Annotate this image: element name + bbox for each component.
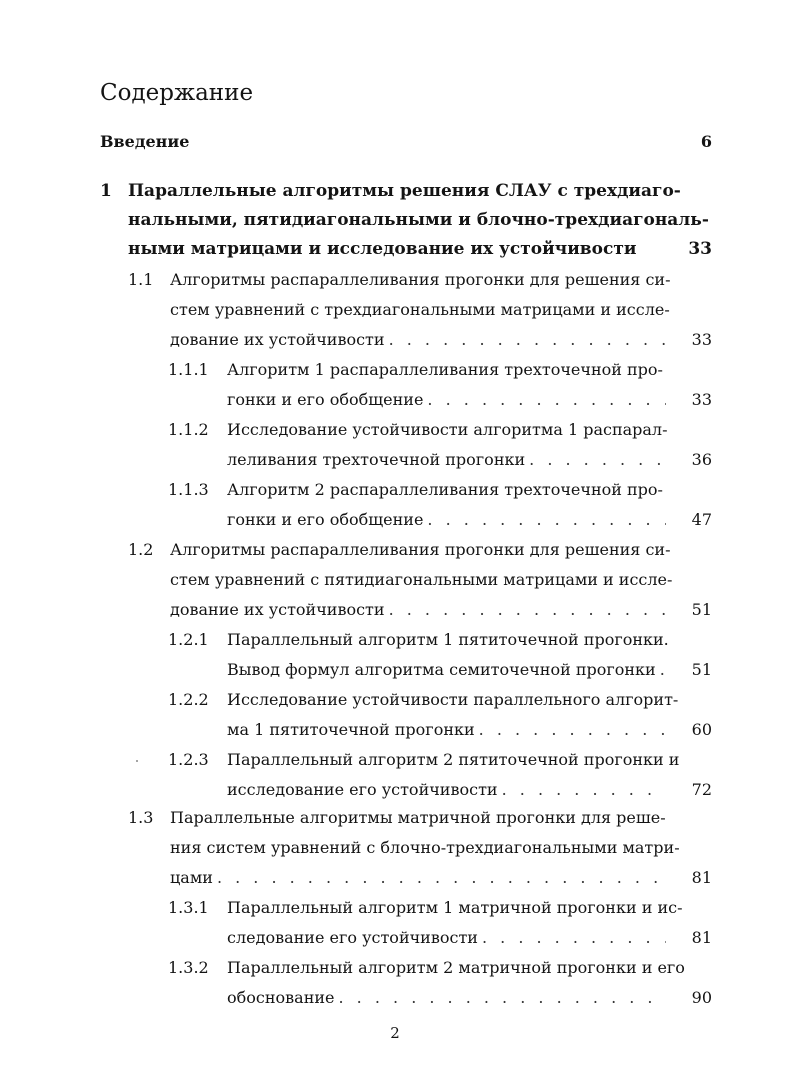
subsection-page: 33: [691, 390, 712, 409]
section-number: 1.3: [128, 808, 154, 827]
subsection-page: 36: [691, 450, 712, 469]
section-title-line: Параллельные алгоритмы матричной прогонки для реше-: [170, 808, 666, 827]
subsection-title-last-line: [227, 720, 666, 740]
section-title-line: стем уравнений с пятидиагональными матрицами и иссле-: [170, 570, 673, 589]
subsection-title-line: Параллельный алгоритм 1 пятиточечной прогонки.: [227, 630, 669, 649]
subsection-title-last-line: [227, 510, 666, 530]
section-title-line: стем уравнений с трехдиагональными матрицами и иссле-: [170, 300, 670, 319]
dot-leader: [427, 390, 666, 410]
subsection-title-line: следование его устойчивости: [227, 928, 478, 947]
chapter-page: 33: [688, 239, 712, 259]
dot-leader: [427, 510, 666, 530]
subsection-number: 1.1.1: [168, 360, 209, 379]
chapter-number: 1: [100, 181, 112, 201]
scan-speck: [136, 760, 138, 762]
subsection-page: 51: [691, 660, 712, 679]
section-title-line: дование их устойчивости: [170, 330, 385, 349]
section-page: 33: [691, 330, 712, 349]
section-page: 81: [691, 868, 712, 887]
dot-leader: [482, 928, 666, 948]
subsection-title-last-line: [227, 660, 666, 680]
subsection-page: 72: [691, 780, 712, 799]
dot-leader: [502, 780, 666, 800]
subsection-title-last-line: [227, 988, 666, 1008]
subsection-title-line: Исследование устойчивости алгоритма 1 распарал-: [227, 420, 668, 439]
section-title-last-line: [170, 600, 666, 620]
section-number: 1.2: [128, 540, 154, 559]
section-title-line: Алгоритмы распараллеливания прогонки для решения си-: [170, 270, 671, 289]
dot-leader: [217, 868, 666, 888]
subsection-title-last-line: [227, 450, 666, 470]
chapter-title-line: ными матрицами и исследование их устойчивости: [128, 239, 637, 259]
section-title-line: Алгоритмы распараллеливания прогонки для решения си-: [170, 540, 671, 559]
subsection-title-line: гонки и его обобщение: [227, 510, 424, 529]
subsection-title-line: Алгоритм 2 распараллеливания трехточечной про-: [227, 480, 663, 499]
subsection-number: 1.3.1: [168, 898, 209, 917]
subsection-title-line: исследование его устойчивости: [227, 780, 498, 799]
subsection-page: 90: [691, 988, 712, 1007]
subsection-title-line: гонки и его обобщение: [227, 390, 424, 409]
toc-intro-page: 6: [700, 132, 712, 151]
subsection-title-last-line: [227, 928, 666, 948]
subsection-title-last-line: [227, 390, 666, 410]
subsection-title-line: Параллельный алгоритм 2 пятиточечной прогонки и: [227, 750, 680, 769]
dot-leader: [389, 330, 666, 350]
subsection-title-last-line: [227, 780, 666, 800]
section-title-line: ния систем уравнений с блочно-трехдиагональными матри-: [170, 838, 680, 857]
toc-intro-label: Введение: [100, 132, 190, 151]
subsection-number: 1.3.2: [168, 958, 209, 977]
dot-leader: [660, 660, 666, 680]
subsection-page: 81: [691, 928, 712, 947]
subsection-title-line: Параллельный алгоритм 2 матричной прогонки и его: [227, 958, 685, 977]
section-title-last-line: [170, 868, 666, 888]
subsection-title-line: ма 1 пятиточечной прогонки: [227, 720, 475, 739]
subsection-title-line: Параллельный алгоритм 1 матричной прогонки и ис-: [227, 898, 683, 917]
section-title-line: дование их устойчивости: [170, 600, 385, 619]
subsection-number: 1.2.3: [168, 750, 209, 769]
section-title-last-line: [170, 330, 666, 350]
page-title: Содержание: [100, 80, 254, 106]
section-title-line: цами: [170, 868, 213, 887]
chapter-title-line: нальными, пятидиагональными и блочно-трехдиагональ-: [128, 210, 709, 230]
dot-leader: [339, 988, 667, 1008]
subsection-title-line: Вывод формул алгоритма семиточечной прогонки: [227, 660, 656, 679]
section-page: 51: [691, 600, 712, 619]
chapter-title-line: Параллельные алгоритмы решения СЛАУ с трехдиаго-: [128, 181, 681, 201]
subsection-number: 1.2.2: [168, 690, 209, 709]
subsection-title-line: Алгоритм 1 распараллеливания трехточечной про-: [227, 360, 663, 379]
section-number: 1.1: [128, 270, 154, 289]
dot-leader: [389, 600, 666, 620]
subsection-title-line: Исследование устойчивости параллельного алгорит-: [227, 690, 679, 709]
subsection-page: 60: [691, 720, 712, 739]
subsection-title-line: леливания трехточечной прогонки: [227, 450, 526, 469]
subsection-number: 1.2.1: [168, 630, 209, 649]
subsection-number: 1.1.2: [168, 420, 209, 439]
page-number: 2: [390, 1024, 400, 1042]
subsection-number: 1.1.3: [168, 480, 209, 499]
subsection-title-line: обоснование: [227, 988, 335, 1007]
dot-leader: [529, 450, 666, 470]
dot-leader: [479, 720, 666, 740]
subsection-page: 47: [691, 510, 712, 529]
